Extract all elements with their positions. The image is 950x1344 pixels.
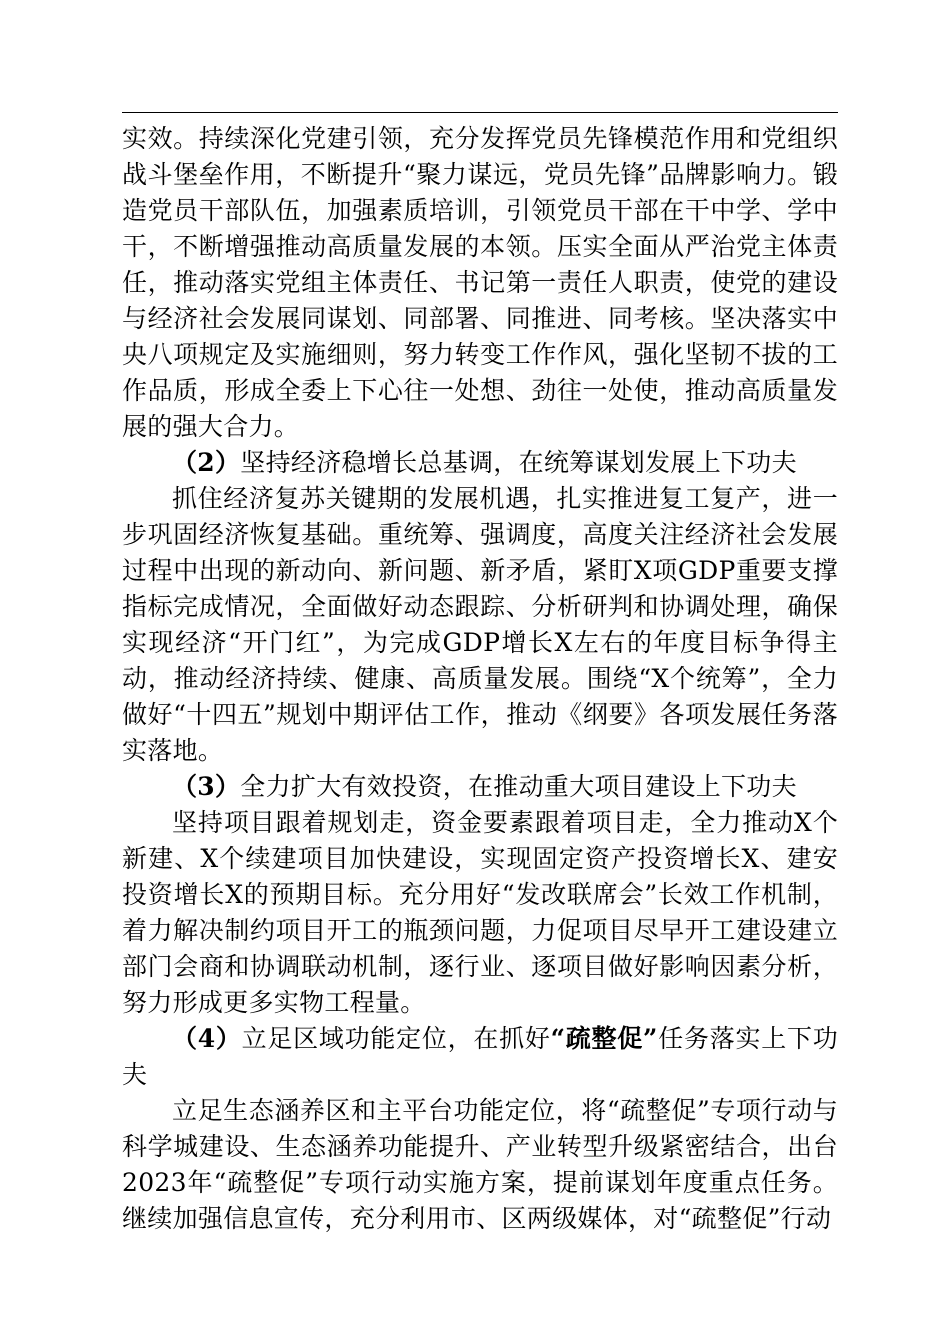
heading-number: （3）: [172, 772, 241, 801]
document-body: [122, 121, 838, 1237]
heading-text-before: 立足区域功能定位，在抓好: [241, 1024, 551, 1053]
paragraph-party-building: 实效。持续深化党建引领，充分发挥党员先锋模范作用和党组织战斗堡垒作用，不断提升“聚力谋远，党员先锋”品牌影响力。锻造党员干部队伍，加强素质培训，引领党员干部在干中学、学中干，不断增强推动高质量发展的本领。压实全面从严治党主体责任，推动落实党组主体责任、书记第一责任人职责，使党的建设与经济社会发展同谋划、同部署、同推进、同考核。坚决落实中央八项规定及实施细则，努力转变工作作风，强化坚韧不拔的工作品质，形成全委上下心往一处想、劲往一处使，推动高质量发展的强大合力。: [122, 124, 838, 441]
header-rule: [122, 112, 838, 113]
heading-regional-function: [122, 1021, 838, 1093]
paragraph-effective-investment: 坚持项目跟着规划走，资金要素跟着项目走，全力推动X个新建、X个续建项目加快建设，实现固定资产投资增长X、建安投资增长X的预期目标。充分用好“发改联席会”长效工作机制，着力解决制约项目开工的瓶颈问题，力促项目尽早开工建设建立部门会商和协调联动机制，逐行业、逐项目做好影响因素分析，努力形成更多实物工程量。: [122, 808, 838, 1017]
paragraph-economic-growth: 抓住经济复苏关键期的发展机遇，扎实推进复工复产，进一步巩固经济恢复基础。重统筹、强调度，高度关注经济社会发展过程中出现的新动向、新问题、新矛盾，紧盯X项GDP重要支撑指标完成情况，全面做好动态跟踪、分析研判和协调处理，确保实现经济“开门红”，为完成GDP增长X左右的年度目标争得主动，推动经济持续、健康、高质量发展。围绕“X个统筹”，全力做好“十四五”规划中期评估工作，推动《纲要》各项发展任务落实落地。: [122, 484, 838, 765]
heading-economic-growth: [122, 445, 838, 481]
heading-number: （2）: [172, 448, 241, 477]
heading-text-bold: “疏整促”: [550, 1024, 658, 1053]
heading-text: 全力扩大有效投资，在推动重大项目建设上下功夫: [240, 772, 797, 801]
heading-text: 坚持经济稳增长总基调，在统筹谋划发展上下功夫: [240, 448, 797, 477]
paragraph-regional-function: 立足生态涵养区和主平台功能定位，将“疏整促”专项行动与科学城建设、生态涵养功能提升、产业转型升级紧密结合，出台2023年“疏整促”专项行动实施方案，提前谋划年度重点任务。继续加强信息宣传，充分利用市、区两级媒体，对“疏整促”行动: [122, 1096, 838, 1233]
heading-text-after: 任务落实上下功夫: [122, 1024, 839, 1089]
heading-effective-investment: [122, 769, 838, 805]
heading-number: （4）: [172, 1024, 242, 1053]
